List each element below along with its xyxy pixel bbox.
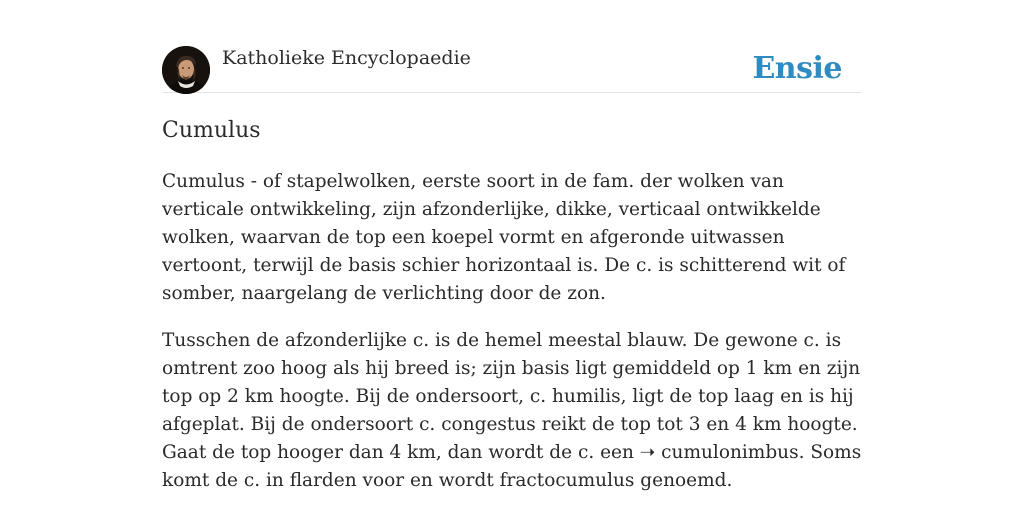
page <box>162 0 862 491</box>
article-title: Cumulus <box>162 118 261 143</box>
cumulonimbus-link[interactable]: ➝ cumulonimbus <box>639 442 799 463</box>
paragraph-text: Tusschen de afzonderlijke c. is de hemel meestal blauw. De gewone c. is omtrent zoo hoog als hij breed is; zijn basis ligt gemiddeld op 1 km en zijn top op 2 km hoogte. Bij de ondersoort, c. humilis, ligt de top laag en is hij afgeplat. Bij de ondersoort c. congestus reikt de top tot 3 en 4 km hoogte. Gaat de top hooger dan 4 km, dan wordt de c. een <box>162 330 861 463</box>
article-body <box>162 168 862 514</box>
article-paragraph <box>162 327 862 495</box>
source-name[interactable]: Katholieke Encyclopaedie <box>222 47 471 69</box>
source-avatar[interactable] <box>162 46 210 94</box>
brand-logo[interactable]: Ensie <box>752 51 842 86</box>
paragraph-text: . Soms komt de c. in flarden voor en wordt fractocumulus genoemd. <box>162 442 862 491</box>
article-paragraph: Cumulus - of stapelwolken, eerste soort in de fam. der wolken van verticale ontwikkeling, zijn afzonderlijke, dikke, verticaal ontwikkelde wolken, waarvan de top een koepel vormt en afgeronde uitwassen vertoont, terwijl de basis schier horizontaal is. De c. is schitterend wit of somber, naargelang de verlichting door de zon. <box>162 171 846 304</box>
portrait-icon <box>162 46 210 94</box>
site-header <box>162 0 862 93</box>
